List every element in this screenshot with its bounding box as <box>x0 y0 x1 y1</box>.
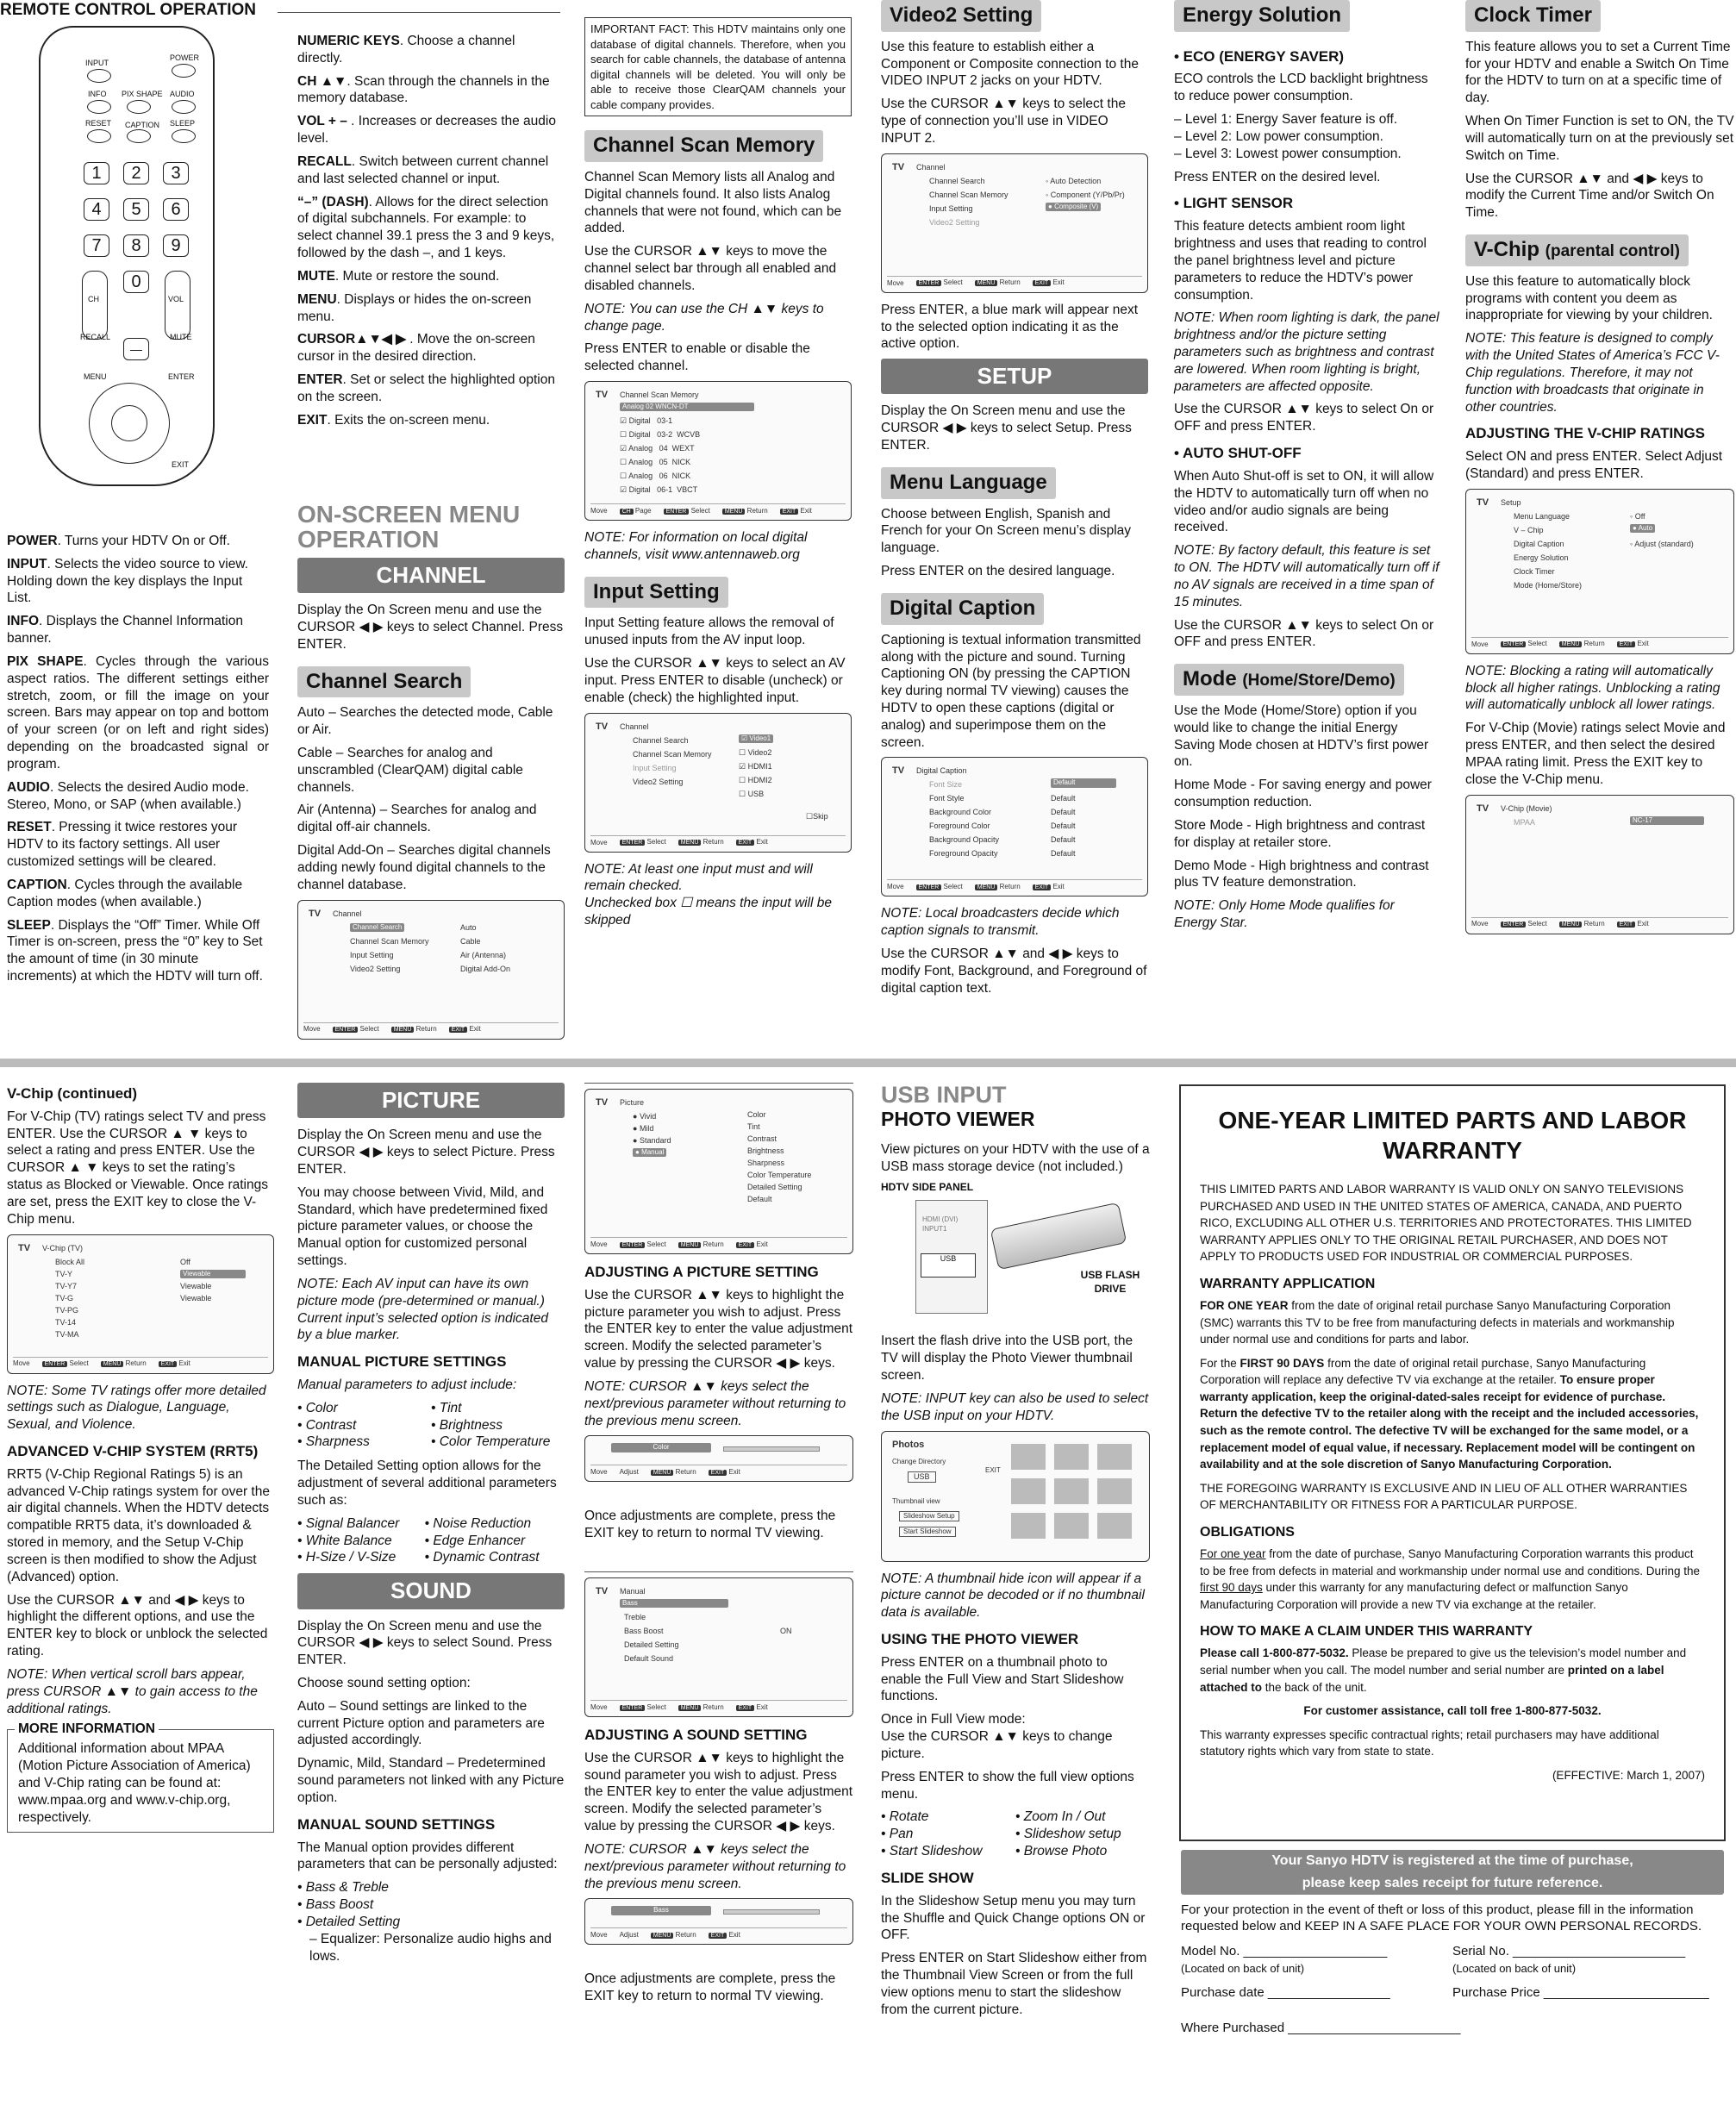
dash-key: — <box>123 338 149 360</box>
clock-timer-heading: Clock Timer <box>1465 0 1601 32</box>
remote-heading: REMOTE CONTROL OPERATION <box>0 1 256 19</box>
osd-picture: TV Picture ● Vivid ● Mild ● Standard ● Manual Color Tint Contrast Brightness Sharpness Color Temperature Detailed Setting Default Move ENTER Select MENU Return EXIT Exit <box>584 1089 853 1254</box>
col6: Clock Timer This feature allows you to set a Current Time for your HDTV and enable a Switch On Time for the HDTV to turn on at a specific time of day. When On Timer Function is set to ON, the TV will automatically turn on at the previously set Switch on Time. Use the CURSOR ▲▼ and ◀ ▶ keys to modify the Current Time and/or Switch On Time. V-Chip (parental control) Use this feature to automatically block programs with content you deem as inappropriate for viewing by your children. NOTE: This feature is designed to comply with the United States of America’s FCC V-Chip regulations. Therefore, it may not function with broadcasts that originate in other countries. ADJUSTING THE V-CHIP RATINGS Select ON and press ENTER. Select Adjust (Standard) and press ENTER. TV Setup Menu Language V – Chip Digital Caption Energy Solution Clock Timer Mode (Home/Store) ◦ Off ● Auto ◦ Adjust (standard) Move ENTER Select MENU Return EXIT Exit NOTE: Blocking a rating will automatically block all higher ratings. Unblocking a rating will automatically unblock all lower ratings. For V-Chip (Movie) ratings select Movie and press ENTER, and then select the desired MPAA rating limit. Press the EXIT key to close the V-Chip menu. TV V-Chip (Movie) MPAA NC-17 Move ENTER Select MENU Return EXIT Exit <box>1465 0 1734 943</box>
remote-item: MENU. Displays or hides the on-screen menu. <box>297 291 532 324</box>
mode-heading: Mode (Home/Store/Demo) <box>1174 664 1404 696</box>
osd-channel: TV Channel Channel Search Channel Scan Memory Input Setting Video2 Setting Auto Cable Air (Antenna) Digital Add-On Move ENTER Select MENU Return EXIT Exit <box>297 900 565 1040</box>
sound-bar: SOUND <box>297 1573 565 1609</box>
detailed-params-list: • Signal Balancer • Noise Reduction • White Balance • Edge Enhancer • H-Size / V-Size • Dynamic Contrast <box>297 1515 540 1565</box>
osd-vchip-movie: TV V-Chip (Movie) MPAA NC-17 Move ENTER Select MENU Return EXIT Exit <box>1465 795 1734 934</box>
osd-caption: TV Digital Caption Font Size Font Style Background Color Foreground Color Background Opacity Foreground Opacity Default Default Default Default Default Default Move ENTER Select MENU Return EXIT Exit <box>881 757 1148 896</box>
col4: Video2 Setting Use this feature to establish either a Component or Composite connection to the VIDEO INPUT 2 jacks on your HDTV. Use the CURSOR ▲▼ keys to select the type of connection you’ll use in VIDEO INPUT 2. TV Channel Channel Search Channel Scan Memory Input Setting Video2 Setting ◦ Auto Detection ◦ Component (Y/Pb/Pr) ● Composite (V) Move ENTER Select MENU Return EXIT Exit Press ENTER, a blue mark will appear next to the selected option indicating it as the active option. SETUP Display the On Screen menu and use the CURSOR ◀ ▶ keys to select Setup. Press ENTER. Menu Language Choose between English, Spanish and French for your On Screen menu’s display language. Press ENTER on the desired language. Digital Caption Captioning is textual information transmitted along with the picture and sound. Turning Captioning ON (by pressing the CAPTION key during normal TV viewing) causes the HDTV to open these captions (digital or analog) and superimpose them on the screen. TV Digital Caption Font Size Font Style Background Color Foreground Color Background Opacity Foreground Opacity Default Default Default Default Default Default Move ENTER Select MENU Return EXIT Exit NOTE: Local broadcasters decide which caption signals to transmit. Use the CURSOR ▲▼ and ◀ ▶ keys to modify Font, Background, and Foreground of digital caption text. <box>881 0 1148 1003</box>
osd-video2: TV Channel Channel Search Channel Scan Memory Input Setting Video2 Setting ◦ Auto Detection ◦ Component (Y/Pb/Pr) ● Composite (V) Move ENTER Select MENU Return EXIT Exit <box>881 153 1148 293</box>
digit-2: 2 <box>123 162 149 184</box>
remote-item: EXIT. Exits the on-screen menu. <box>297 412 490 428</box>
remote-item: INFO. Displays the Channel Information banner. <box>7 614 243 647</box>
photo-options-list: • Rotate • Zoom In / Out • Pan • Slideshow setup • Start Slideshow • Browse Photo <box>881 1809 1121 1859</box>
registration-bar: Your Sanyo HDTV is registered at the time of purchase, please keep sales receipt for future reference. <box>1181 1850 1724 1895</box>
remote-item: AUDIO. Selects the desired Audio mode. Stereo, Mono, or SAP (when available.) <box>7 779 249 812</box>
osd-photos: Photos Change Directory USB EXIT Thumbnail view Slideshow Setup Start Slideshow <box>881 1431 1150 1562</box>
remote-key-list-2 <box>297 33 561 435</box>
remote-item: CH ▲▼. Scan through the channels in the memory database. <box>297 73 550 106</box>
col5: Energy Solution • ECO (ENERGY SAVER) ECO controls the LCD backlight brightness to reduce power consumption. – Level 1: Energy Saver feature is off. – Level 2: Low power consumption. – Level 3: Lowest power consumption. Press ENTER on the desired level. • LIGHT SENSOR This feature detects ambient room light brightness and uses that reading to control the panel brightness level and picture parameters to reduce the HDTV’s power consumption. NOTE: When room lighting is dark, the panel brightness and/or the picture setting parameters such as brightness and contrast are lowered. When room lighting is bright, parameters are affected opposite. Use the CURSOR ▲▼ keys to select On or OFF and press ENTER. • AUTO SHUT-OFF When Auto Shut-off is set to ON, it will allow the HDTV to automatically turn off when no video and/or audio signals are being received. NOTE: By factory default, this feature is set to ON. The HDTV will automatically turn off if no AV signals are received in a time span of 15 minutes. Use the CURSOR ▲▼ keys to select On or OFF and press ENTER. Mode (Home/Store/Demo) Use the Mode (Home/Store) option if you would like to change the initial Energy Saving Mode chosen at HDTV’s first power on. Home Mode - For saving energy and power consumption reduction. Store Mode - High brightness and contrast for display at retailer store. Demo Mode - High brightness and contrast plus TV feature demonstration. NOTE: Only Home Mode qualifies for Energy Star. <box>1174 0 1439 938</box>
serial-field[interactable]: Serial No. ________________________ <box>1452 1944 1686 1959</box>
digital-caption-heading: Digital Caption <box>881 593 1044 625</box>
digit-1: 1 <box>84 162 109 184</box>
remote-item: RECALL. Switch between current channel and last selected channel or input. <box>297 153 549 186</box>
osd-vchip-tv: TV V-Chip (TV) Block All TV-Y TV-Y7 TV-G TV-PG TV-14 TV-MA Off Viewable Viewable Viewable Move ENTER Select MENU Return EXIT Exit <box>7 1234 274 1374</box>
energy-heading: Energy Solution <box>1174 0 1350 32</box>
digit-7: 7 <box>84 234 109 257</box>
bottom-col1: V-Chip (continued) For V-Chip (TV) ratings select TV and press ENTER. Use the CURSOR ▲ ▼ keys to select a rating and press ENTER. Use the CURSOR ▲ ▼ keys to set the rating’s status as Blocked or Viewable. Once ratings are set, press the EXIT key to close the V-Chip menu. TV V-Chip (TV) Block All TV-Y TV-Y7 TV-G TV-PG TV-14 TV-MA Off Viewable Viewable Viewable Move ENTER Select MENU Return EXIT Exit NOTE: Some TV ratings offer more detailed settings such as Dialogue, Language, Sexual, and Violence. ADVANCED V-CHIP SYSTEM (RRT5) RRT5 (V-Chip Regional Ratings 5) is an advanced V-Chip ratings system for over the air digital channels. When the HDTV detects compatible RRT5 data, it’s downloaded & stored in memory, and the Setup V-Chip screen is then modified to show the Adjust (Advanced) option. Use the CURSOR ▲▼ and ◀ ▶ keys to highlight the different options, and use the ENTER key to block or unblock the selected rating. NOTE: When vertical scroll bars appear, press CURSOR ▲▼ to gain access to the additional ratings. MORE INFORMATION Additional information about MPAA (Motion Picture Association of America) and V-Chip rating can be found at: www.mpaa.org and www.v-chip.org, respectively. <box>7 1084 274 1833</box>
warranty-box: ONE-YEAR LIMITED PARTS AND LABOR WARRANTY THIS LIMITED PARTS AND LABOR WARRANTY IS VALID ONLY ON SANYO TELEVISIONS PURCHASED AND USED IN THE UNITED STATES OF AMERICA, CANADA, AND PUERTO RICO, EXCLUDING ALL OTHER U.S. TERRITORIES AND PROTECTORATES. THIS LIMITED WARRANTY APPLIES ONLY TO THE ORIGINAL RETAIL PURCHASER, AND DOES NOT APPLY TO PRODUCTS USED FOR INDUSTRIAL OR COMMERCIAL PURPOSES. WARRANTY APPLICATION FOR ONE YEAR from the date of original retail purchase Sanyo Manufacturing Corporation (SMC) warrants this TV to be free from manufacturing defects in materials and workmanship under normal use and conditions for parts and labor. For the FIRST 90 DAYS from the date of original retail purchase, Sanyo Manufacturing Corporation will replace any defective TV via exchange at the retailer. To ensure proper warranty application, keep the original-dated-sales receipt for evidence of purchase. Return the defective TV to the retailer along with the receipt and the included accessories, such as the remote control. The defective TV will be exchanged for the same model, or a replacement model of equal value, if necessary. Replacement model will be contingent on availability and at the sole discretion of Sanyo Manufacturing Corporation. THE FOREGOING WARRANTY IS EXCLUSIVE AND IN LIEU OF ALL OTHER WARRANTIES OF MERCHANTABILITY OR FITNESS FOR A PARTICULAR PURPOSE. OBLIGATIONS For one year from the date of purchase, Sanyo Manufacturing Corporation warrants this product to be free from defects in material and workmanship under normal use and conditions. During the first 90 days under this warranty for any manufacturing defect or malfunction Sanyo Manufacturing Corporation will provide a new TV via exchange at the retailer. HOW TO MAKE A CLAIM UNDER THIS WARRANTY Please call 1-800-877-5032. Please be prepared to give us the television’s model number and serial number when you call. The model number and serial number are printed on a label attached to the back of the unit. For customer assistance, call toll free 1-800-877-5032. This warranty expresses specific contractual rights; retail purchasers may have additional statutory rights which vary from state to state. (EFFECTIVE: March 1, 2007) <box>1179 1084 1726 1841</box>
digit-3: 3 <box>163 162 189 184</box>
remote-key-list <box>7 533 269 991</box>
setup-bar: SETUP <box>881 359 1148 394</box>
model-field[interactable]: Model No. ____________________ <box>1181 1944 1388 1959</box>
remote-item: CAPTION. Cycles through the available Caption modes (when available.) <box>7 877 243 909</box>
digit-8: 8 <box>123 234 149 257</box>
vchip-heading: V-Chip (parental control) <box>1465 234 1689 266</box>
digit-0: 0 <box>123 271 149 293</box>
video2-heading: Video2 Setting <box>881 0 1041 32</box>
remote-section <box>0 0 284 21</box>
remote-illustration: INPUT POWER INFO PIX SHAPE AUDIO RESET CAPTION SLEEP 1 2 3 4 5 6 7 8 9 0 CH VOL RECALL MUTE — MENU ENTER EXIT <box>39 26 215 486</box>
digit-9: 9 <box>163 234 189 257</box>
channel-search-heading: Channel Search <box>297 666 471 698</box>
purchase-date-field[interactable]: Purchase date _________________ <box>1181 1985 1390 2001</box>
purchase-price-field[interactable]: Purchase Price _______________________ <box>1452 1985 1709 2001</box>
osd-setup: TV Setup Menu Language V – Chip Digital Caption Energy Solution Clock Timer Mode (Home/Store) ◦ Off ● Auto ◦ Adjust (standard) Move ENTER Select MENU Return EXIT Exit <box>1465 489 1734 654</box>
more-info-box: MORE INFORMATION Additional information about MPAA (Motion Picture Association of America) and V-Chip rating can be found at: www.mpaa.org and www.v-chip.org, respectively. <box>7 1729 274 1832</box>
osd-input: TV Channel Channel Search Channel Scan Memory Input Setting Video2 Setting ☑ Video1 ☐ Video2 ☑ HDMI1 ☐ HDMI2 ☐ USB ☐Skip Move ENTER Select MENU Return EXIT Exit <box>584 713 852 853</box>
channel-bar: CHANNEL <box>297 558 565 593</box>
digit-5: 5 <box>123 198 149 221</box>
bottom-col2: PICTURE Display the On Screen menu and use the CURSOR ◀ ▶ keys to select Picture. Press ENTER. You may choose between Vivid, Mild, and Standard, which have predetermined fixed picture parameter values, or choose the Manual option for customized personal settings. NOTE: Each AV input can have its own picture mode (pre-determined or manual.) Current input’s selected option is indicated by a blue marker. MANUAL PICTURE SETTINGS Manual parameters to adjust include: • Color • Tint • Contrast • Brightness • Sharpness • Color Temperature The Detailed Setting option allows for the adjustment of several additional parameters such as: • Signal Balancer • Noise Reduction • White Balance • Edge Enhancer • H-Size / V-Size • Dynamic Contrast SOUND Display the On Screen menu and use the CURSOR ◀ ▶ keys to select Sound. Press ENTER. Choose sound setting option: Auto – Sound settings are linked to the current Picture option and parameters are adjusted accordingly. Dynamic, Mild, Standard – Predetermined sound parameters not linked with any Picture option. MANUAL SOUND SETTINGS The Manual option provides different parameters that can be personally adjusted: • Bass & Treble • Bass Boost • Detailed Setting – Equalizer: Personalize audio highs and lows. <box>297 1083 565 1971</box>
bottom-col4: USB INPUT PHOTO VIEWER View pictures on your HDTV with the use of a USB mass storage device (not included.) HDTV SIDE PANEL HDMI (DVI) INPUT1 USB USB FLASH DRIVE Insert the flash drive into the USB port, the TV will display the Photo Viewer thumbnail screen. NOTE: INPUT key can also be used to select the USB input on your HDTV. Photos Change Directory USB EXIT Thumbnail view Slideshow Setup Start Slideshow NOTE: A thumbnail hide icon will appear if a picture cannot be decoded or if no thumbnail data is available. USING THE PHOTO VIEWER Press ENTER on a thumbnail photo to enable the Full View and Start Slideshow functions. Once in Full View mode: Use the CURSOR ▲▼ keys to change picture. Press ENTER to show the full view options menu. • Rotate • Zoom In / Out • Pan • Slideshow setup • Start Slideshow • Browse Photo SLIDE SHOW In the Slideshow Setup menu you may turn the Shuffle and Quick Change options ON or OFF. Press ENTER on Start Slideshow either from the Thumbnail View Screen or from the full view options menu to start the slideshow from the current picture. <box>881 1082 1150 2017</box>
digit-6: 6 <box>163 198 189 221</box>
menu-language-heading: Menu Language <box>881 467 1056 499</box>
picture-bar: PICTURE <box>297 1083 565 1118</box>
remote-item: ENTER. Set or select the highlighted option on the screen. <box>297 372 555 404</box>
remote-item: SLEEP. Displays the “Off” Timer. While Off Timer is on-screen, press the “0” key to Set the amount of time (in 30 minute increments) at which the HDTV will turn off. <box>7 917 263 984</box>
page-divider <box>0 1059 1736 1067</box>
bottom-col3: TV Picture ● Vivid ● Mild ● Standard ● Manual Color Tint Contrast Brightness Sharpness Color Temperature Detailed Setting Default Move ENTER Select MENU Return EXIT Exit ADJUSTING A PICTURE SETTING Use the CURSOR ▲▼ keys to highlight the picture parameter you wish to adjust. Press the ENTER key to enter the value adjustment screen. Modify the selected parameter’s value by pressing the CURSOR ◀ ▶ keys. NOTE: CURSOR ▲▼ keys select the next/previous parameter without returning to the previous menu screen. Color Move Adjust MENU Return EXIT Exit Once adjustments are complete, press the EXIT key to return to normal TV viewing. TV Manual Bass Treble Bass Boost Detailed Setting Default Sound ON Move ENTER Select MENU Return EXIT Exit ADJUSTING A SOUND SETTING Use the CURSOR ▲▼ keys to highlight the sound parameter you wish to adjust. Press the ENTER key to enter the value adjustment screen. Modify the selected parameter’s value by pressing the CURSOR ◀ ▶ keys. NOTE: CURSOR ▲▼ keys select the next/previous parameter without returning to the previous menu screen. Bass Move Adjust MENU Return EXIT Exit Once adjustments are complete, press the EXIT key to return to normal TV viewing. <box>584 1083 853 2011</box>
where-purchased-field[interactable]: Where Purchased ________________________ <box>1181 2021 1461 2036</box>
osd-manual-sound: TV Manual Bass Treble Bass Boost Detailed Setting Default Sound ON Move ENTER Select MENU Return EXIT Exit <box>584 1577 853 1717</box>
registration-form: For your protection in the event of theft or loss of this product, please fill in the information requested below and KEEP IN A SAFE PLACE FOR YOUR OWN PERSONAL RECORDS. Model No. ____________________ Serial No. ________________________ (Located on back of unit) (Located on back of unit) Purchase date _________________ Purchase Price _______________________ Where Purchased ________________________ <box>1181 1902 1724 2043</box>
osd-scan-memory: TV Channel Scan Memory Analog 02 WNCN-DT ☑ Digital 03-1 ☐ Digital 03-2 WCVB ☑ Analog 04 WEXT ☐ Analog 05 NICK ☐ Analog 06 NICK ☑ Digital 06-1 VBCT Move CH Page ENTER Select MENU Return EXIT Exit <box>584 381 852 521</box>
manual-params-list: • Color • Tint • Contrast • Brightness • Sharpness • Color Temperature <box>297 1400 551 1450</box>
important-fact: IMPORTANT FACT: This HDTV maintains only one database of digital channels. Therefore, when you search for cable channels, the database of antenna digital channels will be deleted. You will only be able to receive those ClearQAM channels your cable company provides. <box>584 17 852 116</box>
remote-item: CURSOR▲▼◀ ▶ . Move the on-screen cursor in the desired direction. <box>297 332 535 365</box>
remote-item: RESET. Pressing it twice restores your HDTV to its factory settings. All user customized settings will be cleared. <box>7 820 238 870</box>
remote-item: POWER. Turns your HDTV On or Off. <box>7 534 230 548</box>
osm-heading: ON-SCREEN MENU OPERATION <box>297 501 521 553</box>
usb-diagram: HDTV SIDE PANEL HDMI (DVI) INPUT1 USB USB FLASH DRIVE <box>881 1181 1150 1328</box>
remote-item: INPUT. Selects the video source to view. Holding down the key displays the Input List. <box>7 556 248 606</box>
csm-heading: Channel Scan Memory <box>584 130 823 162</box>
remote-item: MUTE. Mute or restore the sound. <box>297 268 500 284</box>
remote-item: “–” (DASH). Allows for the direct selection of digital subchannels. For example: to select channel 39.1 press the 3 and 9 keys, followed by the dash –, and 1 keys. <box>297 194 555 261</box>
osd-color-adjust: Color Move Adjust MENU Return EXIT Exit <box>584 1435 853 1482</box>
remote-item: NUMERIC KEYS. Choose a channel directly. <box>297 34 515 66</box>
osm-section: ON-SCREEN MENU OPERATION CHANNEL Display the On Screen menu and use the CURSOR ◀ ▶ keys to select Channel. Press ENTER. Channel Search Auto – Searches the detected mode, Cable or Air. Cable – Searches for analog and unscrambled (ClearQAM) digital cable channels. Air (Antenna) – Searches for analog and digital off-air channels. Digital Add-On – Searches digital channels adding newly found digital channels to the channel database. TV Channel Channel Search Channel Scan Memory Input Setting Video2 Setting Auto Cable Air (Antenna) Digital Add-On Move ENTER Select MENU Return EXIT Exit <box>297 502 565 1048</box>
warranty-title: ONE-YEAR LIMITED PARTS AND LABOR WARRANTY <box>1218 1107 1687 1164</box>
remote-item: VOL + – . Increases or decreases the audio level. <box>297 114 556 147</box>
col3: IMPORTANT FACT: This HDTV maintains only one database of digital channels. Therefore, when you search for cable channels, the database of antenna digital channels will be deleted. You will only be able to receive those ClearQAM channels your cable company provides. Channel Scan Memory Channel Scan Memory lists all Analog and Digital channels found. It also lists Analog channels that were not found, which can be added. Use the CURSOR ▲▼ keys to move the channel select bar through all enabled and disabled channels. NOTE: You can use the CH ▲▼ keys to change page. Press ENTER to enable or disable the selected channel. TV Channel Scan Memory Analog 02 WNCN-DT ☑ Digital 03-1 ☐ Digital 03-2 WCVB ☑ Analog 04 WEXT ☐ Analog 05 NICK ☐ Analog 06 NICK ☑ Digital 06-1 VBCT Move CH Page ENTER Select MENU Return EXIT Exit NOTE: For information on local digital channels, visit www.antennaweb.org Input Setting Input Setting feature allows the removal of unused inputs from the AV input loop. Use the CURSOR ▲▼ keys to select an AV input. Press ENTER to disable (uncheck) or enable (check) the highlighted input. TV Channel Channel Search Channel Scan Memory Input Setting Video2 Setting ☑ Video1 ☐ Video2 ☑ HDMI1 ☐ HDMI2 ☐ USB ☐Skip Move ENTER Select MENU Return EXIT Exit NOTE: At least one input must and will remain checked. Unchecked box ☐ means the input will be skipped <box>584 17 852 935</box>
digit-4: 4 <box>84 198 109 221</box>
input-setting-heading: Input Setting <box>584 577 728 609</box>
osd-bass-adjust: Bass Move Adjust MENU Return EXIT Exit <box>584 1898 853 1945</box>
remote-item: PIX SHAPE. Cycles through the various aspect ratios. The different settings either stretch, zoom, or fill the image on your screen. Bars may appear on top and bottom of your screen (or on left and right sides) depending on the broadcasted signal or program. <box>7 653 269 772</box>
